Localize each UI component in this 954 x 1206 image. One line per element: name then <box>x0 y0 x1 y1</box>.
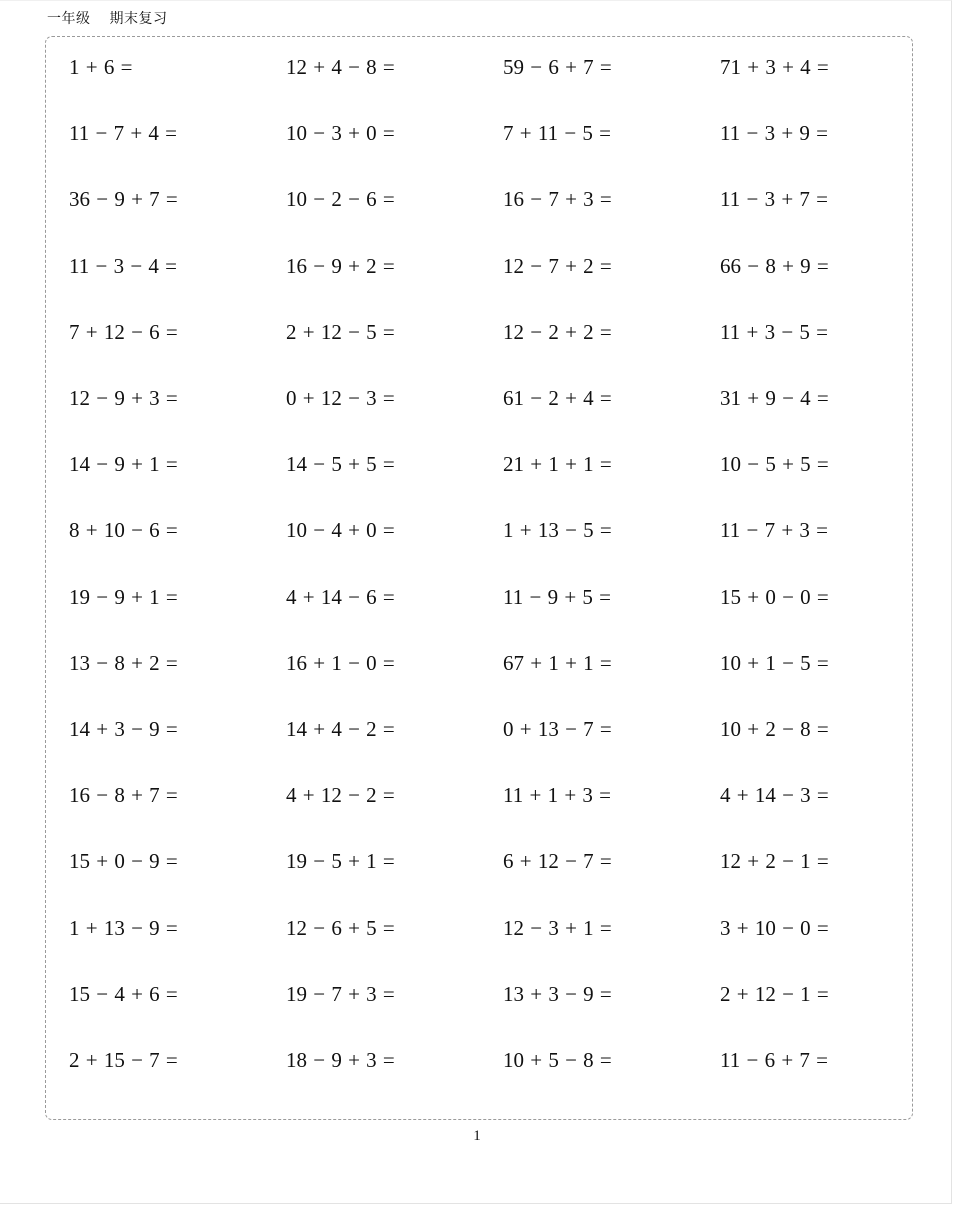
problem-row <box>69 386 889 416</box>
math-problem: 19 − 7 + 3 = <box>286 981 395 1006</box>
math-problem: 10 − 2 − 6 = <box>286 187 395 212</box>
math-problem: 12 − 2 + 2 = <box>503 319 612 344</box>
math-problem: 13 + 3 − 9 = <box>503 981 612 1006</box>
math-problem: 11 − 3 + 9 = <box>720 121 829 146</box>
math-problem: 36 − 9 + 7 = <box>69 187 178 212</box>
problem-row <box>69 1048 889 1078</box>
math-problem: 12 + 2 − 1 = <box>720 849 829 874</box>
math-problem: 66 − 8 + 9 = <box>720 253 829 278</box>
problem-row <box>69 55 889 85</box>
problem-row <box>69 849 889 879</box>
problem-row <box>69 452 889 482</box>
math-problem: 59 − 6 + 7 = <box>503 55 612 79</box>
math-problem: 11 − 3 − 4 = <box>69 253 178 278</box>
problem-row <box>69 783 889 813</box>
math-problem: 7 + 12 − 6 = <box>69 319 178 344</box>
math-problem: 10 − 4 + 0 = <box>286 518 395 543</box>
math-problem: 12 − 6 + 5 = <box>286 915 395 940</box>
math-problem: 11 − 7 + 4 = <box>69 121 178 146</box>
math-problem: 16 − 8 + 7 = <box>69 783 178 808</box>
math-problem: 11 − 9 + 5 = <box>503 584 612 609</box>
problem-row <box>69 518 889 548</box>
math-problem: 16 − 7 + 3 = <box>503 187 612 212</box>
page-header <box>47 8 167 28</box>
math-problem: 1 + 13 − 5 = <box>503 518 612 543</box>
math-problem: 7 + 11 − 5 = <box>503 121 612 146</box>
math-problem: 16 + 1 − 0 = <box>286 650 395 675</box>
math-problem: 10 + 1 − 5 = <box>720 650 829 675</box>
math-problem: 4 + 12 − 2 = <box>286 783 395 808</box>
problem-row <box>69 717 889 747</box>
math-problem: 15 + 0 − 0 = <box>720 584 829 609</box>
math-problem: 1 + 13 − 9 = <box>69 915 178 940</box>
math-problem: 2 + 15 − 7 = <box>69 1048 178 1072</box>
math-problem: 14 − 5 + 5 = <box>286 452 395 477</box>
math-problem: 15 + 0 − 9 = <box>69 849 178 874</box>
worksheet-title: 期末复习 <box>109 11 168 27</box>
math-problem: 14 + 4 − 2 = <box>286 717 395 741</box>
math-problem: 2 + 12 − 5 = <box>286 319 395 344</box>
math-problem: 12 − 3 + 1 = <box>503 915 612 940</box>
math-problem: 12 − 9 + 3 = <box>69 386 178 410</box>
math-problem: 18 − 9 + 3 = <box>286 1048 395 1072</box>
math-problem: 10 + 2 − 8 = <box>720 717 829 741</box>
math-problem: 11 − 7 + 3 = <box>720 518 829 543</box>
problem-row <box>69 121 889 151</box>
math-problem: 71 + 3 + 4 = <box>720 55 829 79</box>
math-problem: 14 − 9 + 1 = <box>69 452 178 477</box>
math-problem: 4 + 14 − 6 = <box>286 584 395 609</box>
grade-label: 一年级 <box>47 11 91 27</box>
math-problem: 0 + 13 − 7 = <box>503 717 612 741</box>
page-number: 1 <box>473 1128 481 1144</box>
math-problem: 12 − 7 + 2 = <box>503 253 612 278</box>
math-problem: 6 + 12 − 7 = <box>503 849 612 874</box>
math-problem: 15 − 4 + 6 = <box>69 981 178 1006</box>
math-problem: 1 + 6 = <box>69 55 133 79</box>
math-problem: 16 − 9 + 2 = <box>286 253 395 278</box>
math-problem: 14 + 3 − 9 = <box>69 717 178 741</box>
math-problem: 13 − 8 + 2 = <box>69 650 178 675</box>
problem-row <box>69 585 889 615</box>
math-problem: 8 + 10 − 6 = <box>69 518 178 543</box>
problem-row <box>69 916 889 946</box>
math-problem: 4 + 14 − 3 = <box>720 783 829 808</box>
math-problem: 31 + 9 − 4 = <box>720 386 829 410</box>
math-problem: 61 − 2 + 4 = <box>503 386 612 410</box>
math-problem: 3 + 10 − 0 = <box>720 915 829 940</box>
problem-row <box>69 320 889 350</box>
math-problem: 2 + 12 − 1 = <box>720 981 829 1006</box>
problem-row <box>69 187 889 217</box>
math-problem: 21 + 1 + 1 = <box>503 452 612 477</box>
math-problem: 67 + 1 + 1 = <box>503 650 612 675</box>
math-problem: 11 − 6 + 7 = <box>720 1048 829 1072</box>
problem-row <box>69 254 889 284</box>
math-problem: 10 − 3 + 0 = <box>286 121 395 146</box>
math-problem: 19 − 9 + 1 = <box>69 584 178 609</box>
math-problem: 10 + 5 − 8 = <box>503 1048 612 1072</box>
math-problem: 10 − 5 + 5 = <box>720 452 829 477</box>
problem-row <box>69 651 889 681</box>
math-problem: 11 + 1 + 3 = <box>503 783 612 808</box>
math-problem: 11 + 3 − 5 = <box>720 319 829 344</box>
math-problem: 19 − 5 + 1 = <box>286 849 395 874</box>
problem-row <box>69 982 889 1012</box>
math-problem: 12 + 4 − 8 = <box>286 55 395 79</box>
math-problem: 0 + 12 − 3 = <box>286 386 395 410</box>
math-problem: 11 − 3 + 7 = <box>720 187 829 212</box>
